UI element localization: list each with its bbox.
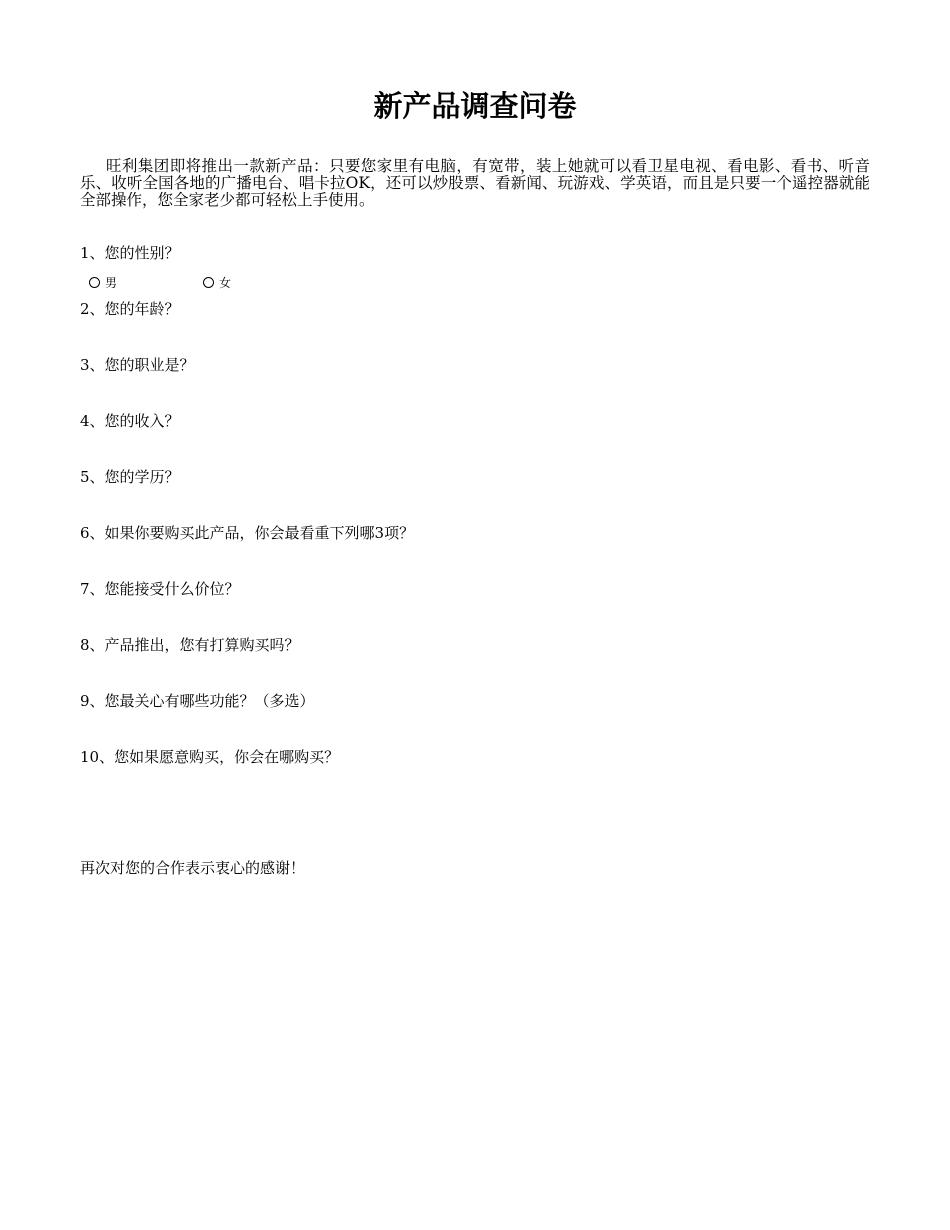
question-10: 10、您如果愿意购买，你会在哪购买？ <box>80 748 340 766</box>
question-5: 5、您的学历？ <box>80 468 180 486</box>
question-9: 9、您最关心有哪些功能？（多选） <box>80 692 315 710</box>
question-3: 3、您的职业是？ <box>80 356 195 374</box>
question-7: 7、您能接受什么价位？ <box>80 580 240 598</box>
radio-button-female[interactable] <box>203 277 214 288</box>
question-2: 2、您的年龄？ <box>80 300 180 318</box>
intro-paragraph: 旺利集团即将推出一款新产品：只要您家里有电脑，有宽带，装上她就可以看卫星电视、看电影、看书、听音乐、收听全国各地的广播电台、唱卡拉OK，还可以炒股票、看新闻、玩游戏、学英语，而且是只要一个遥控器就能全部操作，您全家老少都可轻松上手使用。 <box>80 157 870 209</box>
gender-option-male[interactable] <box>89 273 117 291</box>
question-4: 4、您的收入？ <box>80 412 180 430</box>
gender-option-female[interactable] <box>203 273 231 291</box>
radio-button-male[interactable] <box>89 277 100 288</box>
closing-thanks: 再次对您的合作表示衷心的感谢！ <box>80 859 306 877</box>
option-label-female: 女 <box>219 275 232 290</box>
question-8: 8、产品推出，您有打算购买吗？ <box>80 636 300 654</box>
question-6: 6、如果你要购买此产品，你会最看重下列哪3项？ <box>80 524 415 542</box>
question-1: 1、您的性别？ <box>80 244 180 262</box>
page-title: 新产品调查问卷 <box>373 89 577 123</box>
option-label-male: 男 <box>105 275 118 290</box>
